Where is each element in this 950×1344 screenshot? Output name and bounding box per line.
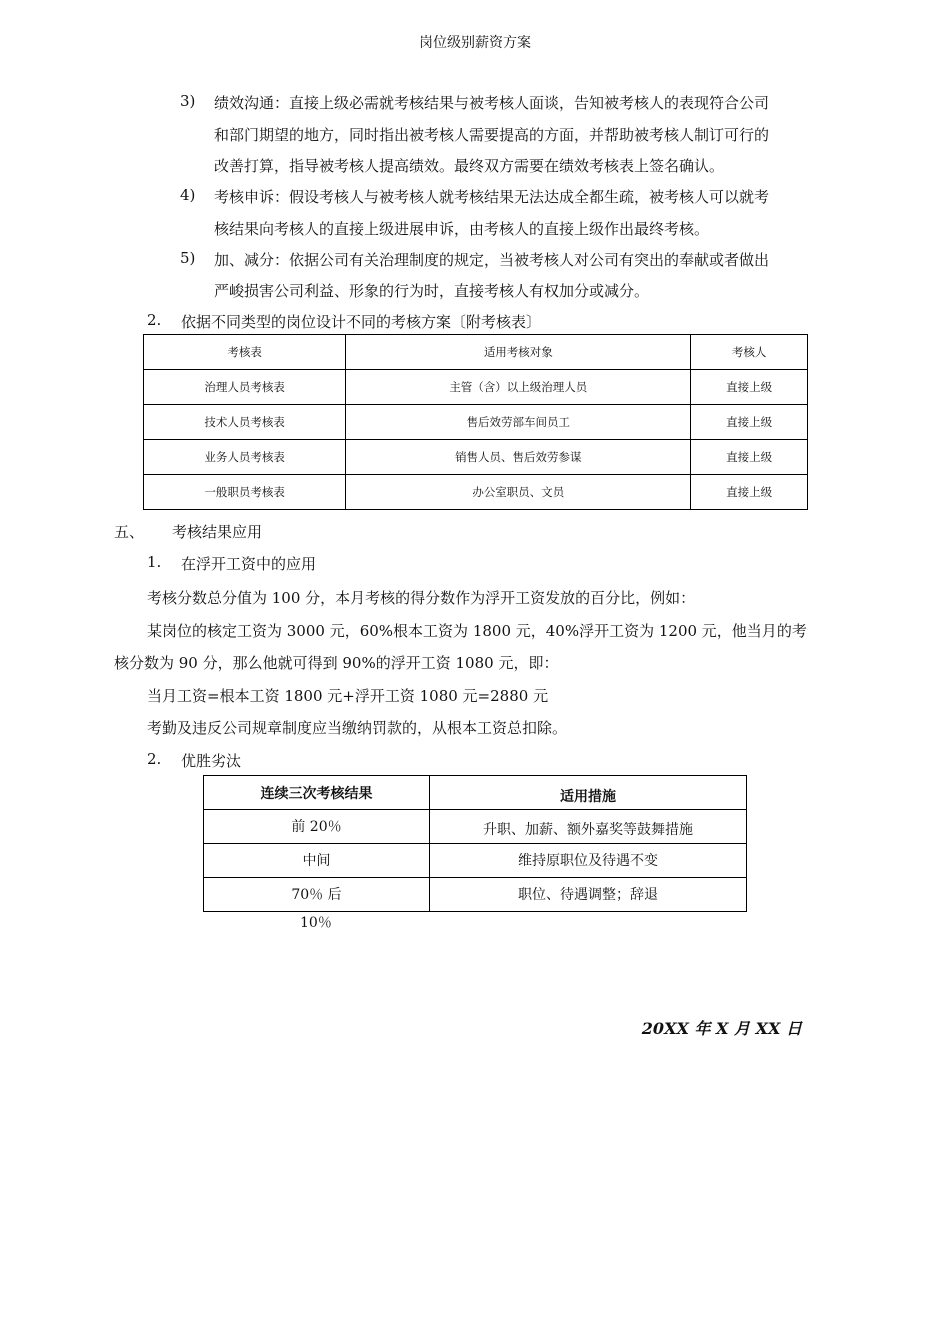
table-cell: 维持原职位及待遇不变	[430, 844, 747, 878]
paragraph-line: 核结果向考核人的直接上级进展申诉，由考核人的直接上级作出最终考核。	[214, 220, 710, 238]
table-row	[144, 370, 808, 405]
list-number: 4)	[180, 186, 196, 204]
subsection-title: 在浮开工资中的应用	[181, 555, 317, 573]
paragraph-line: 当月工资=根本工资 1800 元+浮开工资 1080 元=2880 元	[147, 687, 549, 705]
list-number: 3)	[180, 92, 196, 110]
table-cell: 主管（含）以上级治理人员	[346, 370, 691, 405]
paragraph-line: 核分数为 90 分，那么他就可得到 90%的浮开工资 1080 元，即：	[114, 654, 559, 672]
section-number: 五、	[114, 523, 145, 541]
table-cell: 职位、待遇调整；辞退	[430, 878, 747, 912]
list-number: 1.	[147, 553, 162, 571]
table-cell: 一般职员考核表	[144, 475, 346, 510]
paragraph-line: 和部门期望的地方，同时指出被考核人需要提高的方面，并帮助被考核人制订可行的	[214, 126, 770, 144]
table-row	[204, 844, 747, 878]
table-header-row	[204, 776, 747, 810]
table-cell: 售后效劳部车间员工	[346, 405, 691, 440]
table-row	[204, 810, 747, 844]
paragraph-line: 改善打算，指导被考核人提高绩效。最终双方需要在绩效考核表上签名确认。	[214, 157, 725, 175]
paragraph-line: 严峻损害公司利益、形象的行为时，直接考核人有权加分或减分。	[214, 282, 650, 300]
point-title: 依据不同类型的岗位设计不同的考核方案〔附考核表〕	[181, 313, 542, 331]
table-cell: 直接上级	[691, 370, 808, 405]
list-number: 5)	[180, 249, 196, 267]
page-header: 岗位级别薪资方案	[419, 35, 531, 51]
table-row	[144, 405, 808, 440]
table-cell: 治理人员考核表	[144, 370, 346, 405]
table-cell: 销售人员、售后效劳参谋	[346, 440, 691, 475]
table-header: 考核人	[691, 335, 808, 370]
list-number: 2.	[147, 750, 162, 768]
table-cell: 直接上级	[691, 405, 808, 440]
paragraph-line: 某岗位的核定工资为 3000 元，60%根本工资为 1800 元，40%浮开工资为 1200 元，他当月的考	[147, 622, 807, 640]
table-header: 适用措施	[430, 776, 747, 810]
table-row	[144, 475, 808, 510]
table-header: 连续三次考核结果	[204, 776, 430, 810]
table-header: 适用考核对象	[346, 335, 691, 370]
paragraph-line: 考核申诉：假设考核人与被考核人就考核结果无法达成全都生疏，被考核人可以就考	[214, 188, 770, 206]
table-cell: 70％ 后	[204, 878, 430, 912]
section-title: 考核结果应用	[172, 523, 263, 541]
table-row	[204, 878, 747, 912]
list-number: 2.	[147, 311, 162, 329]
table-cell: 前 20％	[204, 810, 430, 844]
table-cell: 直接上级	[691, 440, 808, 475]
document-date: 20XX 年 X 月 XX 日	[641, 1019, 802, 1038]
table-row	[144, 440, 808, 475]
table-header: 考核表	[144, 335, 346, 370]
elimination-table	[203, 775, 747, 912]
table-cell: 业务人员考核表	[144, 440, 346, 475]
paragraph-line: 加、减分：依据公司有关治理制度的规定，当被考核人对公司有突出的奉献或者做出	[214, 251, 770, 269]
assessment-table	[143, 334, 808, 510]
paragraph-line: 考勤及违反公司规章制度应当缴纳罚款的，从根本工资总扣除。	[147, 719, 568, 737]
table-cell: 升职、加薪、额外嘉奖等鼓舞措施	[430, 810, 747, 844]
table-cell: 直接上级	[691, 475, 808, 510]
table-cell: 技术人员考核表	[144, 405, 346, 440]
table-header-row	[144, 335, 808, 370]
table-cell: 中间	[204, 844, 430, 878]
paragraph-line: 考核分数总分值为 100 分，本月考核的得分数作为浮开工资发放的百分比，例如：	[147, 589, 696, 607]
subsection-title: 优胜劣汰	[181, 752, 242, 770]
table-overflow-text: 10％	[300, 915, 332, 931]
table-cell: 办公室职员、文员	[346, 475, 691, 510]
paragraph-line: 绩效沟通：直接上级必需就考核结果与被考核人面谈，告知被考核人的表现符合公司	[214, 94, 770, 112]
